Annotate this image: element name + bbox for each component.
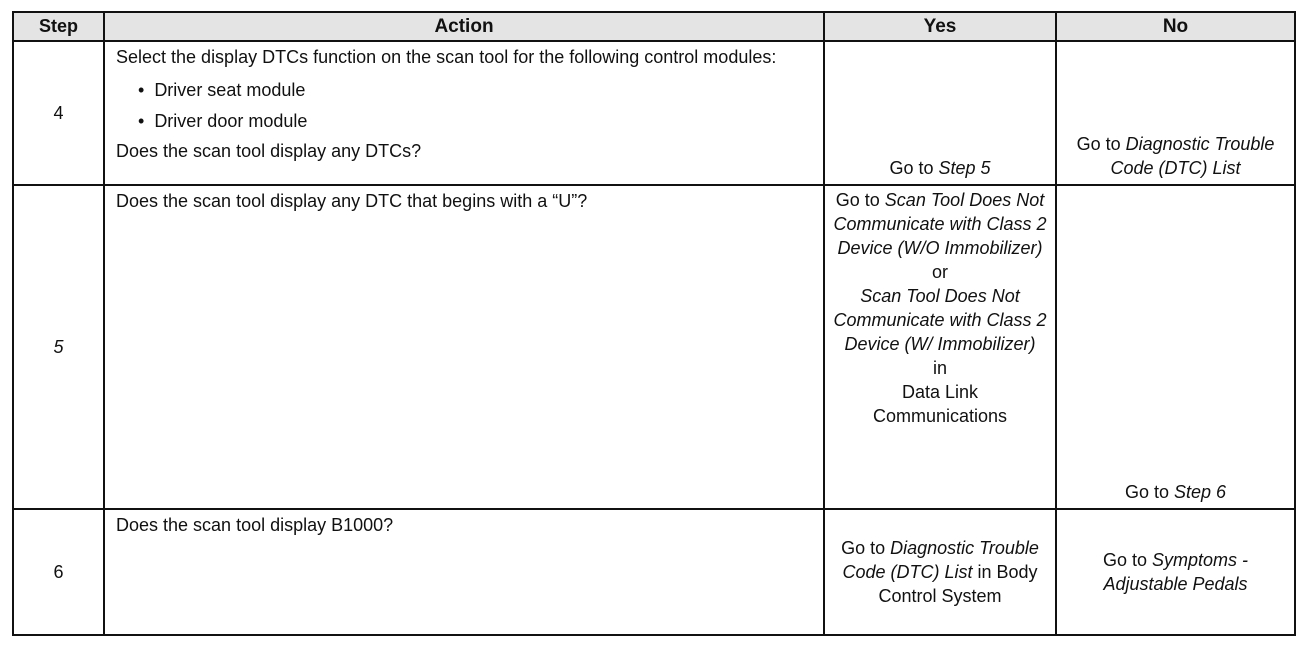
step-number: 6: [13, 509, 104, 635]
no-link[interactable]: Symptoms - Adjustable Pedals: [1103, 550, 1249, 594]
bullet-list: [116, 75, 815, 137]
header-step: Step: [13, 12, 104, 41]
action-question: Does the scan tool display B1000?: [116, 515, 394, 535]
list-item: • Driver seat module: [138, 75, 815, 106]
diagnostic-table: [12, 11, 1296, 636]
yes-prefix: Go to: [835, 190, 885, 210]
table-row: [13, 41, 1295, 185]
action-cell: [104, 185, 824, 509]
yes-suffix: Data Link Communications: [872, 382, 1008, 426]
action-question: Does the scan tool display any DTC that begins with a “U”?: [116, 191, 588, 211]
yes-suffix: in Body Control System: [878, 562, 1038, 606]
step-number: 4: [13, 41, 104, 185]
yes-or: or: [931, 262, 948, 282]
no-cell: [1056, 41, 1295, 185]
yes-cell: [824, 41, 1056, 185]
yes-link-2[interactable]: Scan Tool Does Not Communicate with Class 2 Device (W/ Immobilizer): [833, 286, 1047, 354]
yes-link[interactable]: Step 5: [938, 158, 991, 178]
table-row: [13, 185, 1295, 509]
no-cell: [1056, 509, 1295, 635]
yes-in: in: [932, 358, 947, 378]
yes-link[interactable]: Diagnostic Trouble Code (DTC) List: [842, 538, 1039, 582]
list-item: • Driver door module: [138, 106, 815, 137]
yes-link-1[interactable]: Scan Tool Does Not Communicate with Class 2 Device (W/O Immobilizer): [833, 190, 1047, 258]
step-number-text: 5: [53, 337, 64, 357]
yes-prefix: Go to: [841, 538, 891, 558]
step-number: [13, 185, 104, 509]
yes-cell: [824, 509, 1056, 635]
header-yes: Yes: [824, 12, 1056, 41]
no-prefix: Go to: [1102, 550, 1152, 570]
no-prefix: Go to: [1076, 134, 1126, 154]
action-cell: [104, 509, 824, 635]
action-question: Does the scan tool display any DTCs?: [116, 141, 422, 161]
header-action: Action: [104, 12, 824, 41]
action-cell: [104, 41, 824, 185]
no-link[interactable]: Diagnostic Trouble Code (DTC) List: [1110, 134, 1275, 178]
action-intro: Select the display DTCs function on the scan tool for the following control modules:: [116, 47, 777, 67]
no-link[interactable]: Step 6: [1173, 482, 1227, 502]
header-row: [13, 12, 1295, 41]
header-no: No: [1056, 12, 1295, 41]
no-prefix: Go to: [1124, 482, 1174, 502]
no-cell: [1056, 185, 1295, 509]
table-row: [13, 509, 1295, 635]
yes-prefix: Go to: [889, 158, 939, 178]
yes-cell: [824, 185, 1056, 509]
